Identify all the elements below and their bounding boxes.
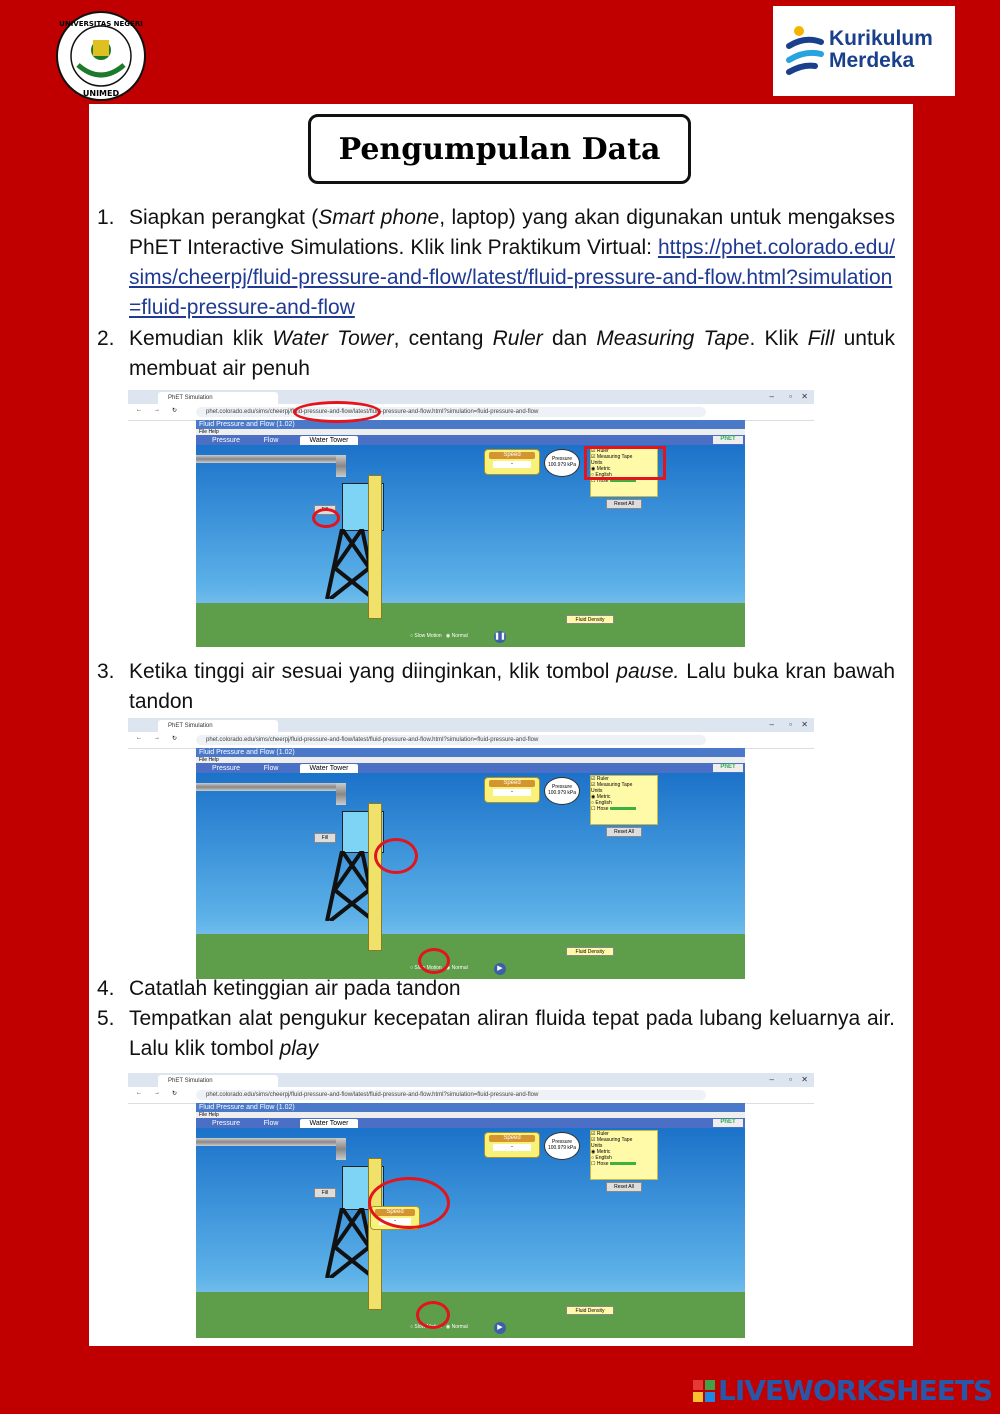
step-text: untuk membuat air penuh [129,327,895,380]
highlight-circle [368,1177,450,1229]
liveworksheets-brand: LIVEWORKSHEETS [718,1374,993,1407]
browser-tab-bar [128,390,814,404]
speed-value: - [379,1218,411,1225]
step-5 [97,1004,895,1064]
ruler-checkbox-label: Ruler [596,448,609,454]
units-label: Units [591,1143,603,1149]
inlet-pipe [196,783,346,791]
inlet-pipe [196,455,346,463]
normal-radio[interactable]: ◉ Normal [445,633,468,639]
browser-tab[interactable] [158,720,278,732]
page-title: Pengumpulan Data [308,114,691,184]
inlet-pipe [196,1138,346,1146]
kurikulum-merdeka-icon [785,24,825,76]
step-emphasis: Water Tower [272,327,394,350]
pressure-gauge[interactable] [544,1132,580,1160]
back-icon[interactable]: ← [136,1090,142,1096]
phet-screenshot-3 [128,1073,814,1331]
fluid-density-button[interactable]: Fluid Density [566,1306,614,1315]
phet-logo: PhET [713,764,743,772]
close-icon[interactable]: ✕ [801,1075,808,1084]
play-pause-button[interactable]: ▶ [494,1322,506,1334]
slow-motion-radio[interactable]: ○ Slow Motion [410,965,442,971]
ground [196,934,745,979]
step-number: 3. [97,660,115,683]
unimed-logo [48,10,154,102]
pressure-value: 100.979 kPa [547,1145,577,1151]
phet-logo: PhET [713,1119,743,1127]
tab-flow[interactable]: Flow [263,1120,279,1127]
ruler-checkbox-label: Ruler [596,1131,609,1137]
hose-label: Hose [596,1161,609,1167]
measuring-tape-checkbox[interactable]: ☑ Measuring Tape [591,1137,633,1143]
unimed-seal-icon [48,10,154,102]
play-pause-button[interactable]: ▶ [494,963,506,975]
step-3 [97,657,895,717]
step-2 [97,324,895,384]
close-icon[interactable]: ✕ [801,392,808,401]
metric-radio[interactable]: ◉ Metric [591,1149,611,1155]
faucet[interactable] [336,455,346,477]
sim-menu-bar[interactable]: File Help [196,757,745,763]
step-emphasis: Smart phone [318,206,440,229]
control-panel [590,1130,658,1180]
hose-label: Hose [596,806,609,812]
step-emphasis: play [279,1037,319,1060]
hose-checkbox[interactable]: ☐ Hose [591,1161,657,1167]
step-number: 4. [97,977,115,1000]
maximize-icon[interactable]: ▫ [789,1075,792,1084]
highlight-circle [374,838,418,874]
minimize-icon[interactable]: – [769,1075,774,1084]
ruler-checkbox[interactable]: ☑ Ruler [591,1131,609,1137]
phet-simulation-window [196,748,745,979]
step-text: , laptop) yang akan digunakan untuk mengakses PhET Interactive Simulations. Klik link Praktikum Virtual: [129,206,895,259]
browser-address-bar [128,1087,814,1104]
speed-label: Speed [489,1135,535,1142]
back-icon[interactable]: ← [136,407,142,413]
speed-label: Speed [489,452,535,459]
fluid-density-button[interactable]: Fluid Density [566,947,614,956]
step-emphasis: pause. [616,660,680,683]
step-text: . Klik [749,327,808,350]
forward-icon[interactable]: → [154,735,160,741]
browser-tab[interactable] [158,1075,278,1087]
hose-slider[interactable] [610,807,636,810]
kurikulum-merdeka-text [829,28,933,72]
ruler[interactable] [368,475,382,619]
speed-label: Speed [375,1209,415,1216]
step-text: Siapkan perangkat ( [129,206,319,229]
browser-address-bar [128,732,814,749]
slow-motion-label: Slow Motion [414,965,442,971]
pressure-value: 100.979 kPa [547,462,577,468]
tab-title: PhET Simulation [168,723,213,729]
metric-label: Metric [596,794,611,800]
normal-label: Normal [451,633,468,639]
slow-motion-radio[interactable]: ○ Slow Motion [410,1324,442,1330]
minimize-icon[interactable]: – [769,720,774,729]
normal-radio[interactable]: ◉ Normal [445,1324,468,1330]
fill-button[interactable]: Fill [314,1188,336,1198]
english-radio[interactable]: ○ English [591,472,612,478]
slow-motion-label: Slow Motion [414,1324,442,1330]
ruler[interactable] [368,1158,382,1310]
logo-line-2: Merdeka [829,49,915,72]
step-number: 1. [97,206,115,229]
english-label: English [595,472,612,478]
pressure-gauge[interactable] [544,449,580,477]
step-1 [97,203,895,323]
speed-value: - [493,461,531,468]
fill-button[interactable]: Fill [314,833,336,843]
sim-scene [196,773,745,979]
sim-title-bar: Fluid Pressure and Flow (1.02) [196,420,745,429]
hose-label: Hose [596,478,609,484]
measuring-tape-checkbox-label: Measuring Tape [596,1137,633,1143]
speed-controls [410,633,468,639]
speed-value: - [493,1144,531,1151]
ground [196,603,745,647]
tab-water-tower[interactable]: Water Tower [300,764,358,773]
highlight-circle [418,948,450,974]
hose-checkbox[interactable]: ☐ Hose [591,806,657,812]
tab-pressure[interactable]: Pressure [211,437,240,444]
minimize-icon[interactable]: – [769,392,774,401]
sim-tab-bar [196,763,745,773]
step-text: Ketika tinggi air sesuai yang diinginkan, klik tombol [129,660,617,683]
svg-text:UNIMED: UNIMED [82,89,120,98]
english-label: English [595,1155,612,1161]
forward-icon[interactable]: → [154,1090,160,1096]
browser-address-bar [128,404,814,421]
speed-value: - [493,789,531,796]
step-text: Catatlah ketinggian air pada tandon [129,977,461,1000]
control-panel [590,775,658,825]
step-number: 2. [97,327,115,350]
phet-logo: PhET [713,436,743,444]
faucet[interactable] [336,1138,346,1160]
english-radio[interactable]: ○ English [591,1155,612,1161]
ruler[interactable] [368,803,382,951]
step-number: 5. [97,1007,115,1030]
pressure-label: Pressure [551,784,572,790]
measuring-tape-checkbox[interactable]: ☑ Measuring Tape [591,454,633,460]
normal-label: Normal [451,965,468,971]
svg-text:UNIVERSITAS NEGERI: UNIVERSITAS NEGERI [59,20,143,28]
sim-scene [196,1128,745,1338]
ground [196,1292,745,1338]
maximize-icon[interactable]: ▫ [789,392,792,401]
pressure-label: Pressure [551,1139,572,1145]
faucet[interactable] [336,783,346,805]
measuring-tape-checkbox[interactable]: ☑ Measuring Tape [591,782,633,788]
url-field[interactable]: phet.colorado.edu/sims/cheerpj/fluid-pressure-and-flow/latest/fluid-pressure-and-flow.html?simulation=fluid-pressure-and-flow [196,735,706,745]
reset-all-button[interactable]: Reset All [606,827,642,837]
pressure-value: 100.979 kPa [547,790,577,796]
units-label: Units [591,460,603,466]
sim-menu-bar[interactable]: File Help [196,429,745,435]
sim-menu-bar[interactable]: File Help [196,1112,745,1118]
ruler-checkbox[interactable]: ☑ Ruler [591,448,609,454]
tab-water-tower[interactable]: Water Tower [300,1119,358,1128]
highlight-circle [584,446,666,480]
normal-label: Normal [451,1324,468,1330]
kurikulum-merdeka-logo [773,6,955,96]
reload-icon[interactable]: ↻ [172,408,178,414]
sim-tab-bar [196,435,745,445]
reset-all-button[interactable]: Reset All [606,1182,642,1192]
metric-radio[interactable]: ◉ Metric [591,794,611,800]
phet-simulation-window [196,1103,745,1338]
english-radio[interactable]: ○ English [591,800,612,806]
reload-icon[interactable]: ↻ [172,736,178,742]
fill-button[interactable]: Fill [314,505,336,515]
metric-radio[interactable]: ◉ Metric [591,466,611,472]
hose-checkbox[interactable]: ☐ Hose [591,478,657,484]
sim-tab-bar [196,1118,745,1128]
step-text: Tempatkan alat pengukur kecepatan aliran fluida tepat pada lubang keluarnya air. Lalu klik tombol [129,1007,895,1060]
step-text: dan [542,327,597,350]
maximize-icon[interactable]: ▫ [789,720,792,729]
worksheet-page [89,104,913,1346]
fluid-density-button[interactable]: Fluid Density [566,615,614,624]
sim-title-bar: Fluid Pressure and Flow (1.02) [196,1103,745,1112]
speed-label: Speed [489,780,535,787]
speed-meter[interactable] [484,777,540,803]
step-emphasis: Fill [807,327,835,350]
english-label: English [595,800,612,806]
tab-title: PhET Simulation [168,395,213,401]
highlight-circle [312,508,340,528]
tab-pressure[interactable]: Pressure [211,765,240,772]
pressure-label: Pressure [551,456,572,462]
tab-flow[interactable]: Flow [263,437,279,444]
ruler-checkbox[interactable]: ☑ Ruler [591,776,609,782]
highlight-circle [416,1301,450,1329]
forward-icon[interactable]: → [154,407,160,413]
reload-icon[interactable]: ↻ [172,1091,178,1097]
speed-meter[interactable] [484,1132,540,1158]
tab-pressure[interactable]: Pressure [211,1120,240,1127]
speed-meter[interactable] [484,449,540,475]
logo-line-1: Kurikulum [829,27,933,50]
measuring-tape-checkbox-label: Measuring Tape [596,782,633,788]
browser-tab[interactable] [158,392,278,404]
metric-label: Metric [596,1149,611,1155]
reset-all-button[interactable]: Reset All [606,499,642,509]
browser-tab-bar [128,1073,814,1087]
step-text: , centang [393,327,493,350]
highlight-circle [293,401,381,423]
measuring-tape-checkbox-label: Measuring Tape [596,454,633,460]
normal-radio[interactable]: ◉ Normal [445,965,468,971]
sim-title-bar: Fluid Pressure and Flow (1.02) [196,748,745,757]
pressure-gauge[interactable] [544,777,580,805]
step-emphasis: Measuring Tape [596,327,750,350]
url-field[interactable]: phet.colorado.edu/sims/cheerpj/fluid-pressure-and-flow/latest/fluid-pressure-and-flow.html?simulation=fluid-pressure-and-flow [196,1090,706,1100]
close-icon[interactable]: ✕ [801,720,808,729]
slow-motion-label: Slow Motion [414,633,442,639]
hose-slider[interactable] [610,1162,636,1165]
phet-screenshot-2 [128,718,814,972]
tab-water-tower[interactable]: Water Tower [300,436,358,445]
step-emphasis: Ruler [492,327,543,350]
step-text: Kemudian klik [129,327,273,350]
slow-motion-radio[interactable]: ○ Slow Motion [410,633,442,639]
metric-label: Metric [596,466,611,472]
step-text: Lalu buka kran bawah tandon [129,660,895,713]
tab-title: PhET Simulation [168,1078,213,1084]
liveworksheets-badge-icon [693,1380,715,1402]
play-pause-button[interactable]: ❚❚ [494,631,506,643]
units-label: Units [591,788,603,794]
browser-tab-bar [128,718,814,732]
back-icon[interactable]: ← [136,735,142,741]
url-field[interactable]: phet.colorado.edu/sims/cheerpj/fluid-pressure-and-flow/latest/fluid-pressure-and-flow.html?simulation=fluid-pressure-and-flow [196,407,706,417]
phet-link[interactable]: https://phet.colorado.edu/sims/cheerpj/fluid-pressure-and-flow/latest/fluid-pressure-and-flow.html?simulation=fluid-pressure-and-flow [129,236,895,319]
phet-screenshot-1 [128,390,814,642]
tab-flow[interactable]: Flow [263,765,279,772]
step-4 [97,974,895,1004]
ruler-checkbox-label: Ruler [596,776,609,782]
